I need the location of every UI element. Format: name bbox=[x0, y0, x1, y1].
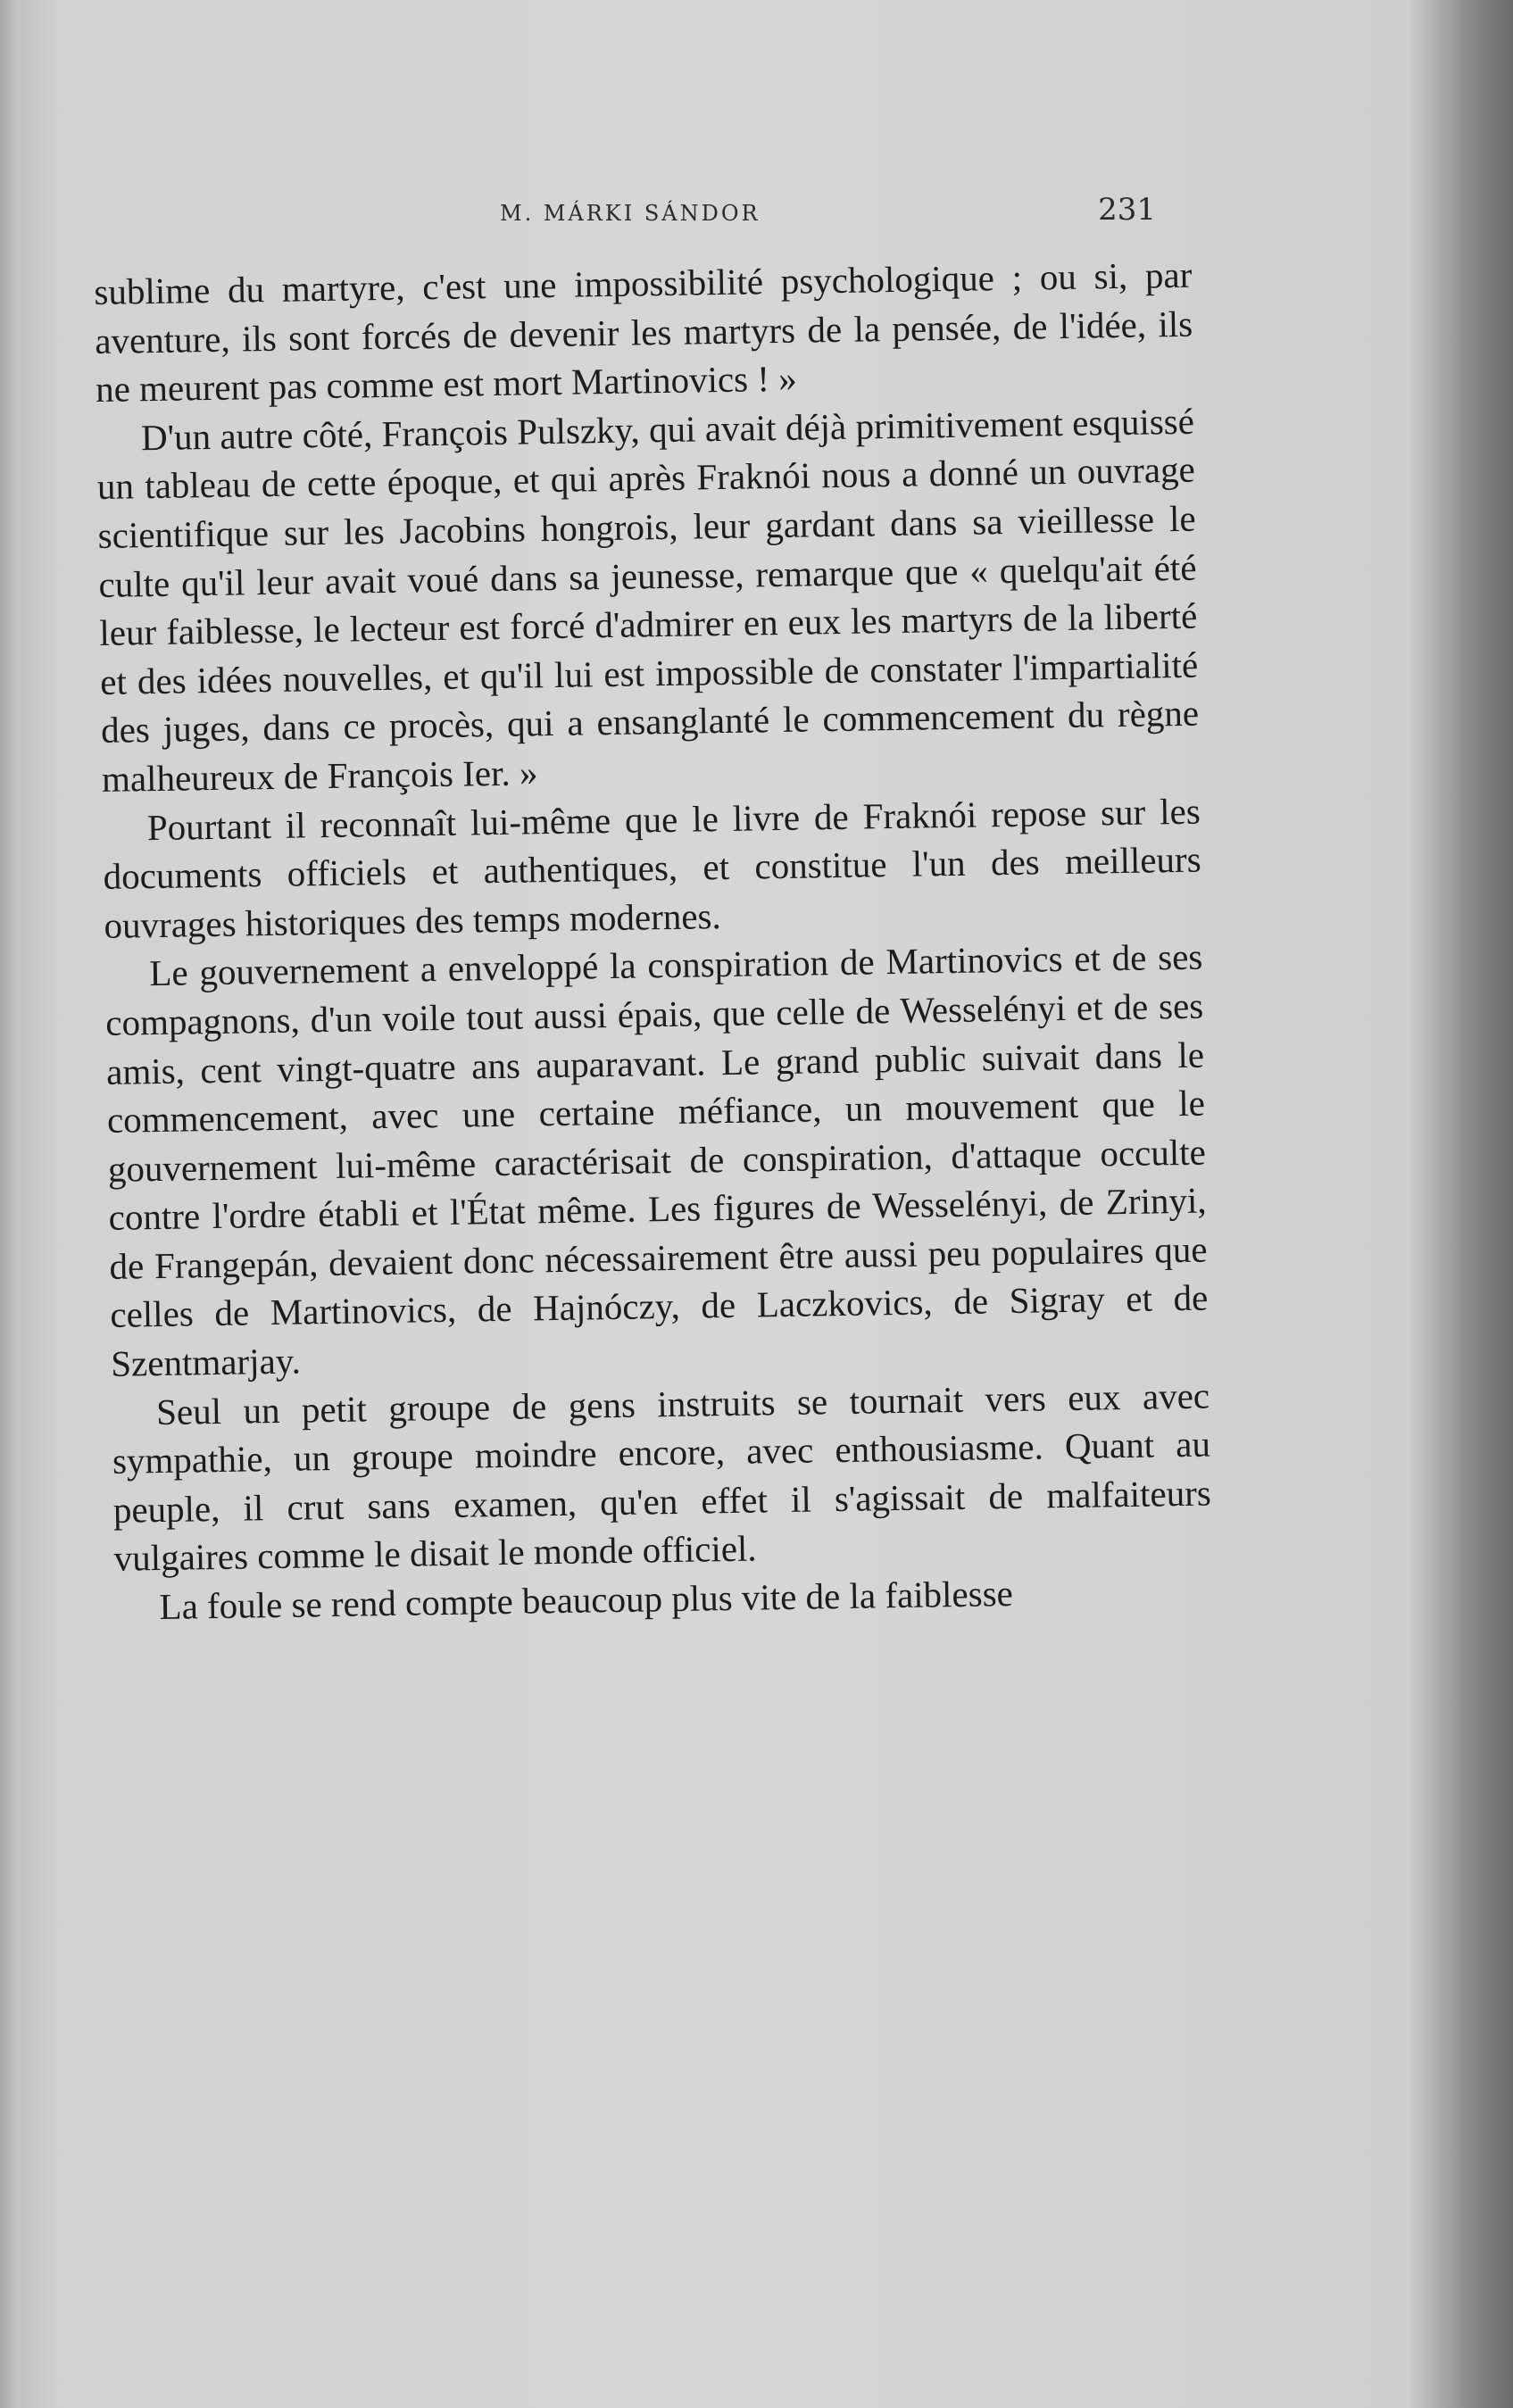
paragraph-4: Le gouvernement a enveloppé la conspiration de Martinovics et de ses compagnons, d'un voile tout aussi épais, que celle de Wesselényi et de ses amis, cent vingt-quatre ans auparavant. Le grand public suivait dans le commencement, avec une certaine méfiance, un mouvement que le gouvernement lui-même caractérisait de conspiration, d'attaque occulte contre l'ordre établi et l'État même. Les figures de Wesselényi, de Zrinyi, de Frangepán, devaient donc nécessairement être aussi peu populaires que celles de Martinovics, de Hajnóczy, de Laczkovics, de Sigray et de Szentmarjay. bbox=[104, 935, 1209, 1384]
paragraph-3: Pourtant il reconnaît lui-même que le livre de Fraknói repose sur les documents officiels et authentiques, et constitue l'un des meilleurs ouvrages historiques des temps modernes. bbox=[103, 790, 1201, 946]
running-head-title: M. MÁRKI SÁNDOR bbox=[500, 201, 761, 226]
paragraph-2: D'un autre côté, François Pulszky, qui avait déjà primitivement esquissé un tableau de cette époque, et qui après Fraknói nous a donné un ouvrage scientifique sur les Jacobins hongrois, leur gardant dans sa vieillesse le culte qu'il leur avait voué dans sa jeunesse, remarque que « quelqu'ait été leur faiblesse, le lecteur est forcé d'admirer en eux les martyrs de la liberté et des idées nouvelles, et qu'il lui est impossible de constater l'impartialité des juges, dans ce procès, qui a ensanglanté le commencement du règne malheureux de François Ier. » bbox=[96, 400, 1200, 800]
running-head bbox=[94, 192, 1192, 245]
paragraph-6: La foule se rend compte beaucoup plus vite de la faiblesse bbox=[159, 1573, 1014, 1628]
page-edge bbox=[0, 0, 20, 2408]
page-number: 231 bbox=[1098, 192, 1156, 228]
body-text bbox=[94, 251, 1213, 1632]
paragraph-5: Seul un petit groupe de gens instruits se tournait vers eux avec sympathie, un groupe moindre encore, avec enthousiasme. Quant au peuple, il crut sans examen, qu'en effet il s'agissait de malfaiteurs vulgaires comme le disait le monde officiel. bbox=[112, 1374, 1212, 1580]
paragraph-1: sublime du martyre, c'est une impossibilité psychologique ; ou si, par aventure, ils sont forcés de devenir les martyrs de la pensée, de l'idée, ils ne meurent pas comme est mort Martinovics ! » bbox=[94, 253, 1193, 411]
